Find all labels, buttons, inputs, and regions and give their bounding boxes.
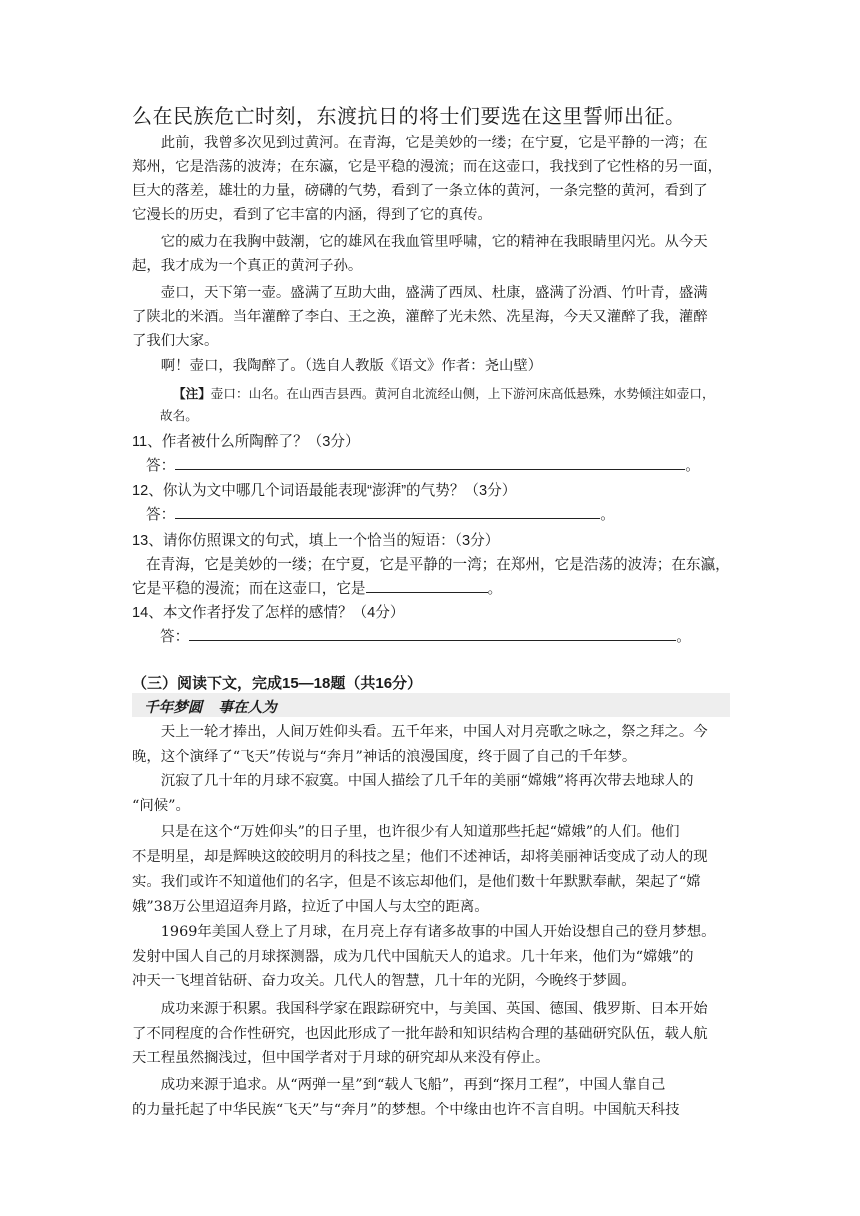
passage-b-line: 实。我们或许不知道他们的名字，但是不该忘却他们，是他们数十年默默奉献，架起了“嫦 bbox=[132, 874, 701, 890]
note-label: 【注】 bbox=[173, 386, 211, 401]
question-13: 13、请你仿照课文的句式，填上一个恰当的短语：（3分） bbox=[132, 533, 500, 549]
answer-blank-13[interactable] bbox=[366, 578, 488, 593]
passage-b-line: 成功来源于追求。从“两弹一星”到“载人飞船”，再到“探月工程”，中国人靠自己 bbox=[132, 1077, 666, 1093]
passage-b-line: 天工程虽然搁浅过，但中国学者对于月球的研究却从来没有停止。 bbox=[132, 1050, 550, 1066]
passage-a-line: 它的威力在我胸中鼓潮，它的雄风在我血管里呼啸，它的精神在我眼睛里闪光。从今天 bbox=[132, 234, 708, 250]
period: 。 bbox=[676, 629, 691, 645]
title-part-2: 事在人为 bbox=[218, 699, 277, 716]
passage-b-line: “问候”。 bbox=[132, 798, 190, 814]
question-12: 12、你认为文中哪几个词语最能表现“澎湃”的气势？（3分） bbox=[132, 483, 517, 499]
passage-a-line: 它漫长的历史，看到了它丰富的内涵，得到了它的真传。 bbox=[132, 207, 492, 223]
passage-b-line: 娥”38万公里迢迢奔月路，拉近了中国人与太空的距离。 bbox=[132, 899, 489, 915]
passage-b-line: 的力量托起了中华民族“飞天”与“奔月”的梦想。个中缘由也许不言自明。中国航天科技 bbox=[132, 1102, 680, 1118]
question-13-text: 在青海，它是美妙的一缕；在宁夏，它是平静的一湾；在郑州，它是浩荡的波涛；在东瀛， bbox=[146, 557, 730, 573]
passage-b-line: 天上一轮才捧出，人间万姓仰头看。五千年来，中国人对月亮歌之咏之，祭之拜之。今 bbox=[132, 724, 708, 740]
passage-a-line: 起，我才成为一个真正的黄河子孙。 bbox=[132, 258, 363, 274]
answer-blank-11[interactable] bbox=[175, 455, 685, 470]
note-text: 壶口：山名。在山西吉县西。黄河自北流经山侧，上下游河床高低悬殊，水势倾注如壶口， bbox=[210, 386, 715, 401]
note-line bbox=[173, 383, 715, 402]
passage-b-line: 成功来源于积累。我国科学家在跟踪研究中，与美国、英国、德国、俄罗斯、日本开始 bbox=[132, 1001, 708, 1017]
passage-b-line: 了不同程度的合作性研究，也因此形成了一批年龄和知识结构合理的基础研究队伍，载人航 bbox=[132, 1026, 708, 1042]
period: 。 bbox=[600, 507, 615, 523]
answer-14 bbox=[160, 625, 691, 646]
note-line-2: 故名。 bbox=[160, 408, 198, 423]
answer-blank-12[interactable] bbox=[175, 504, 600, 519]
question-11: 11、作者被什么所陶醉了？（3分） bbox=[132, 434, 360, 450]
answer-label: 答： bbox=[146, 507, 176, 523]
passage-b-line: 晚，这个演绎了“飞天”传说与“奔月”神话的浪漫国度，终于圆了自己的千年梦。 bbox=[132, 749, 637, 765]
passage-a-line: 壶口，天下第一壶。盛满了互助大曲，盛满了西凤、杜康，盛满了汾酒、竹叶青，盛满 bbox=[132, 285, 708, 301]
passage-a-line: 此前，我曾多次见到过黄河。在青海，它是美妙的一缕；在宁夏，它是平静的一湾；在 bbox=[132, 135, 708, 151]
article-title bbox=[144, 696, 277, 717]
question-13-text-2 bbox=[132, 577, 502, 598]
answer-label: 答： bbox=[146, 458, 176, 474]
intro-line: 么在民族危亡时刻，东渡抗日的将士们要选在这里誓师出征。 bbox=[132, 104, 686, 128]
article-title-bar bbox=[132, 693, 730, 717]
answer-12 bbox=[146, 503, 615, 524]
section-heading: （三）阅读下文，完成15—18题（共16分） bbox=[132, 675, 423, 692]
passage-a-line: 了陕北的米酒。当年灌醉了李白、王之涣，灌醉了光未然、冼星海，今天又灌醉了我，灌醉 bbox=[132, 309, 708, 325]
passage-b-line: 不是明星，却是辉映这皎皎明月的科技之星；他们不述神话，却将美丽神话变成了动人的现 bbox=[132, 849, 708, 865]
answer-blank-14[interactable] bbox=[189, 626, 676, 641]
passage-b-line: 发射中国人自己的月球探测器，成为几代中国航天人的追求。几十年来，他们为“嫦娥”的 bbox=[132, 949, 694, 965]
period: 。 bbox=[487, 581, 503, 597]
q13-prefix: 它是平稳的漫流；而在这壶口，它是 bbox=[132, 581, 366, 597]
title-part-1: 千年梦圆 bbox=[144, 699, 203, 716]
passage-b-line: 沉寂了几十年的月球不寂寞。中国人描绘了几千年的美丽“嫦娥”将再次带去地球人的 bbox=[132, 773, 694, 789]
passage-a-line: 了我们大家。 bbox=[132, 333, 219, 349]
passage-b-line: 只是在这个“万姓仰头”的日子里，也许很少有人知道那些托起“嫦娥”的人们。他们 bbox=[132, 824, 680, 840]
passage-a-line: 啊！壶口，我陶醉了。（选自人教版《语文》作者：尧山壁） bbox=[132, 358, 543, 374]
period: 。 bbox=[685, 458, 700, 474]
passage-a-line: 郑州，它是浩荡的波涛；在东瀛，它是平稳的漫流；而在这壶口，我找到了它性格的另一面， bbox=[132, 159, 723, 175]
answer-label: 答： bbox=[160, 629, 190, 645]
passage-a-line: 巨大的落差，雄壮的力量，磅礴的气势，看到了一条立体的黄河，一条完整的黄河，看到了 bbox=[132, 183, 708, 199]
answer-11 bbox=[146, 454, 700, 475]
passage-b-line: 冲天一飞埋首钻研、奋力攻关。几代人的智慧，几十年的光阴，今晚终于梦圆。 bbox=[132, 973, 636, 989]
passage-b-line: 1969年美国人登上了月球，在月亮上存有诸多故事的中国人开始设想自己的登月梦想。 bbox=[132, 924, 716, 940]
question-14: 14、本文作者抒发了怎样的感情？（4分） bbox=[132, 605, 405, 621]
